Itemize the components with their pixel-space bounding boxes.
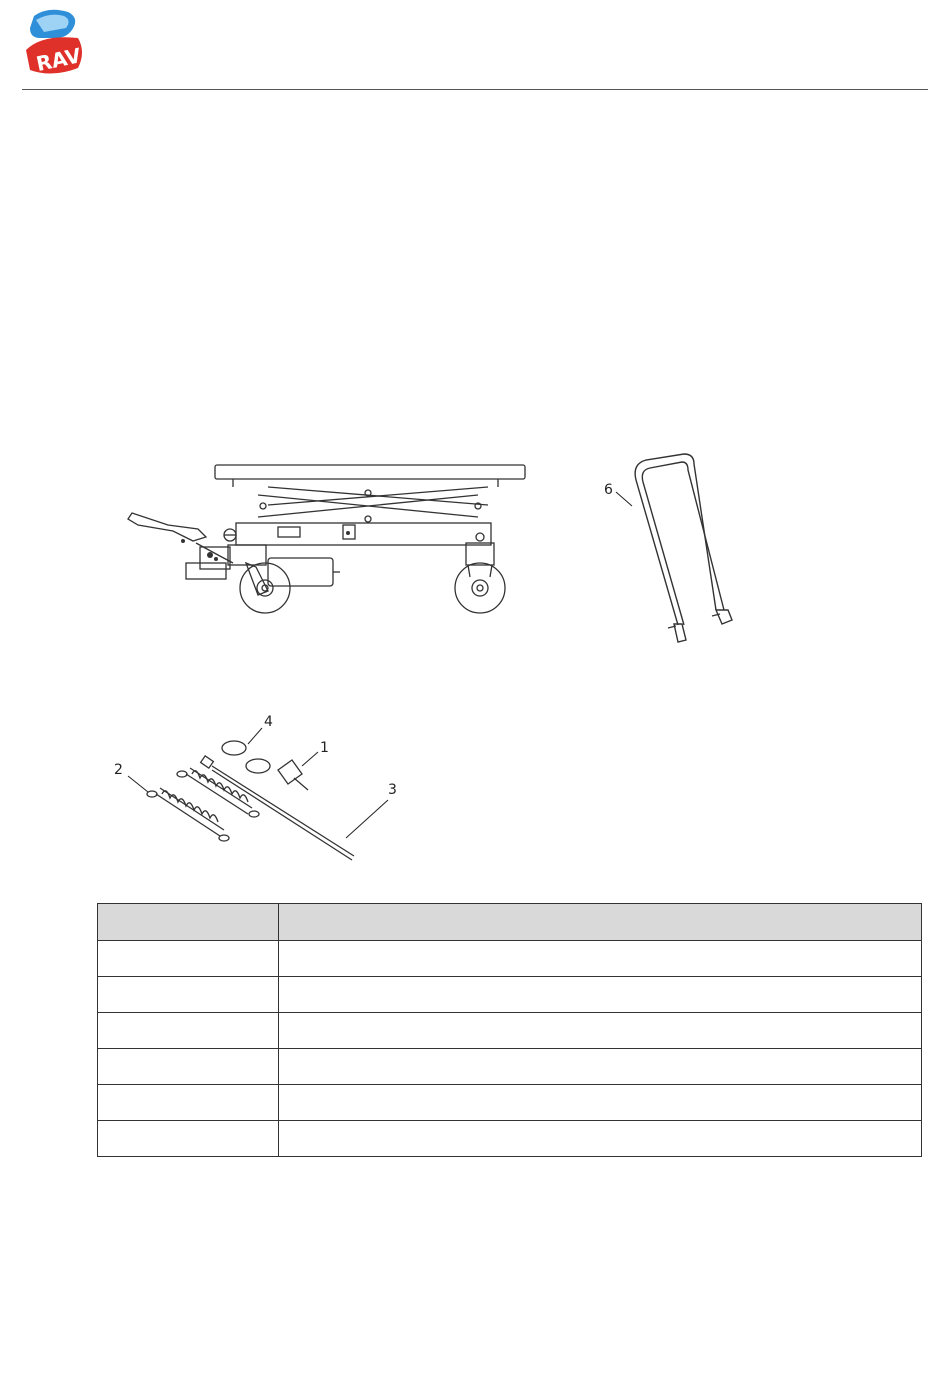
table-row [98,977,922,1013]
lift-table-drawing [118,455,538,620]
callout-4-leader [248,728,262,744]
table-cell [279,1085,922,1121]
callout-6-leader [616,492,632,506]
table-cell [98,977,279,1013]
callout-1-leader [302,752,318,766]
callout-6: 6 [604,482,613,498]
table-cell [279,1049,922,1085]
table-cell [98,941,279,977]
table-row [98,941,922,977]
callout-1: 1 [320,740,329,756]
push-handle-drawing [596,450,756,650]
table-cell [98,1085,279,1121]
table-cell [279,1013,922,1049]
table-row [98,1121,922,1157]
callout-4: 4 [264,714,273,730]
table-cell [279,977,922,1013]
accessories-drawing [108,708,408,878]
header-rule [22,89,928,90]
callout-3-leader [346,800,388,838]
table-header-row [98,904,922,941]
header-cell-description [279,904,922,941]
callout-2-leader [128,776,148,792]
table-row [98,1013,922,1049]
table-cell [279,1121,922,1157]
svg-text:RAV: RAV [34,43,84,77]
table-row [98,1049,922,1085]
parts-table [97,903,922,1157]
rav-logo [22,8,86,78]
table-cell [98,1121,279,1157]
table-cell [279,941,922,977]
callout-3: 3 [388,782,397,798]
table-cell [98,1049,279,1085]
table-cell [98,1013,279,1049]
header-cell-code [98,904,279,941]
table-row [98,1085,922,1121]
callout-2: 2 [114,762,123,778]
